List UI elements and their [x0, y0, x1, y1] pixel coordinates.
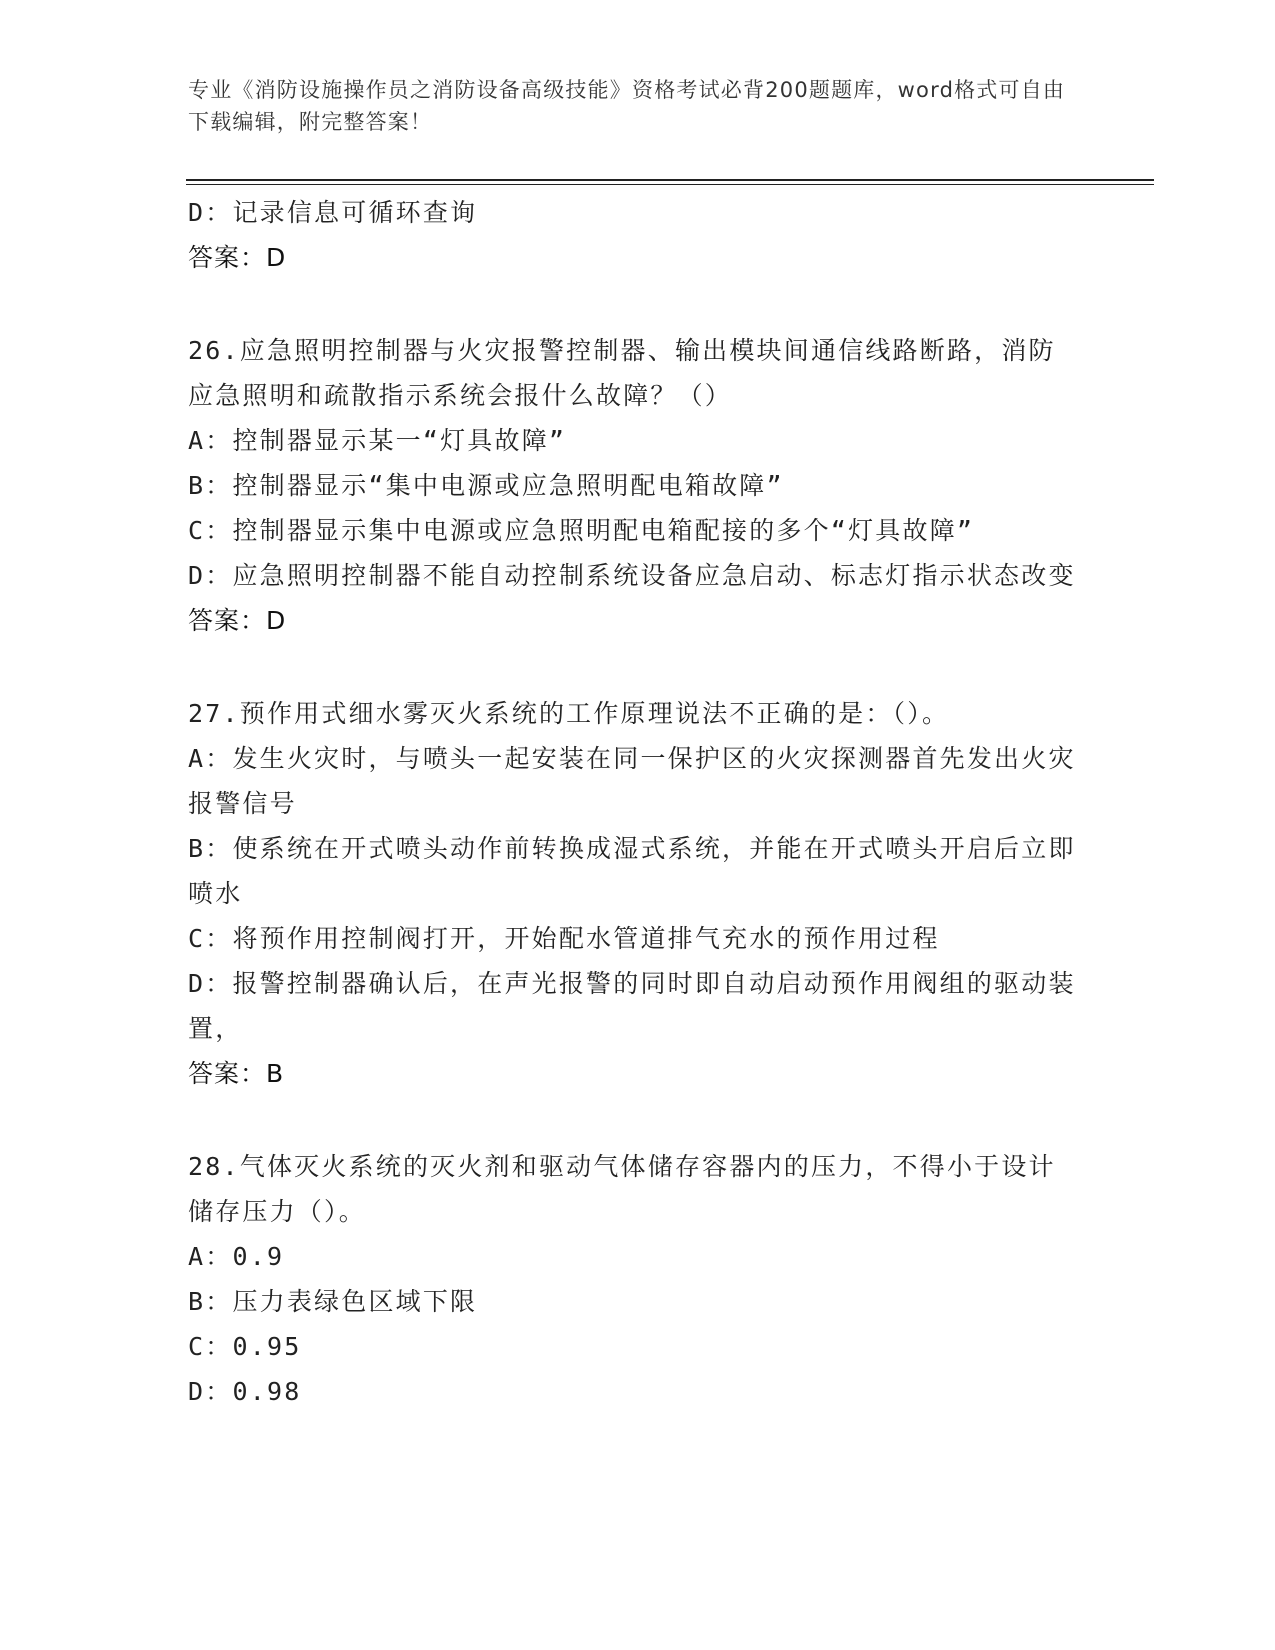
option-d: D：报警控制器确认后，在声光报警的同时即自动启动预作用阀组的驱动装置， [188, 969, 1076, 1043]
option-a: A：控制器显示某一“灯具故障” [188, 426, 567, 455]
spacer [188, 643, 1078, 691]
option-d: D：0.98 [188, 1377, 302, 1406]
question-list [188, 190, 1078, 1414]
option-d: D：记录信息可循环查询 [188, 198, 478, 227]
question-text: 27.预作用式细水雾灭火系统的工作原理说法不正确的是：（）。 [188, 699, 950, 728]
option-c: C：控制器显示集中电源或应急照明配电箱配接的多个“灯具故障” [188, 516, 975, 545]
answer: 答案：B [188, 1059, 285, 1088]
option-d: D：应急照明控制器不能自动控制系统设备应急启动、标志灯指示状态改变 [188, 561, 1076, 590]
question-26 [188, 328, 1078, 643]
answer: 答案：D [188, 606, 287, 635]
option-a: A：0.9 [188, 1242, 285, 1271]
answer: 答案：D [188, 243, 287, 272]
option-a: A：发生火灾时，与喷头一起安装在同一保护区的火灾探测器首先发出火灾报警信号 [188, 744, 1076, 818]
question-25-tail [188, 190, 1078, 280]
option-b: B：使系统在开式喷头动作前转换成湿式系统，并能在开式喷头开启后立即喷水 [188, 834, 1076, 908]
header-rule-thick [186, 179, 1154, 181]
header-rule-thin [186, 184, 1154, 185]
question-text: 28.气体灭火系统的灭火剂和驱动气体储存容器内的压力，不得小于设计储存压力（）。 [188, 1152, 1056, 1226]
question-27 [188, 691, 1078, 1096]
option-b: B：压力表绿色区域下限 [188, 1287, 478, 1316]
spacer [188, 280, 1078, 328]
document-header: 专业《消防设施操作员之消防设备高级技能》资格考试必背200题题库，word格式可自由下载编辑，附完整答案！ [188, 78, 1066, 134]
spacer [188, 1096, 1078, 1144]
option-c: C：将预作用控制阀打开，开始配水管道排气充水的预作用过程 [188, 924, 940, 953]
question-28 [188, 1144, 1078, 1414]
option-c: C：0.95 [188, 1332, 302, 1361]
option-b: B：控制器显示“集中电源或应急照明配电箱故障” [188, 471, 784, 500]
question-text: 26.应急照明控制器与火灾报警控制器、输出模块间通信线路断路，消防应急照明和疏散指示系统会报什么故障？（） [188, 336, 1056, 410]
